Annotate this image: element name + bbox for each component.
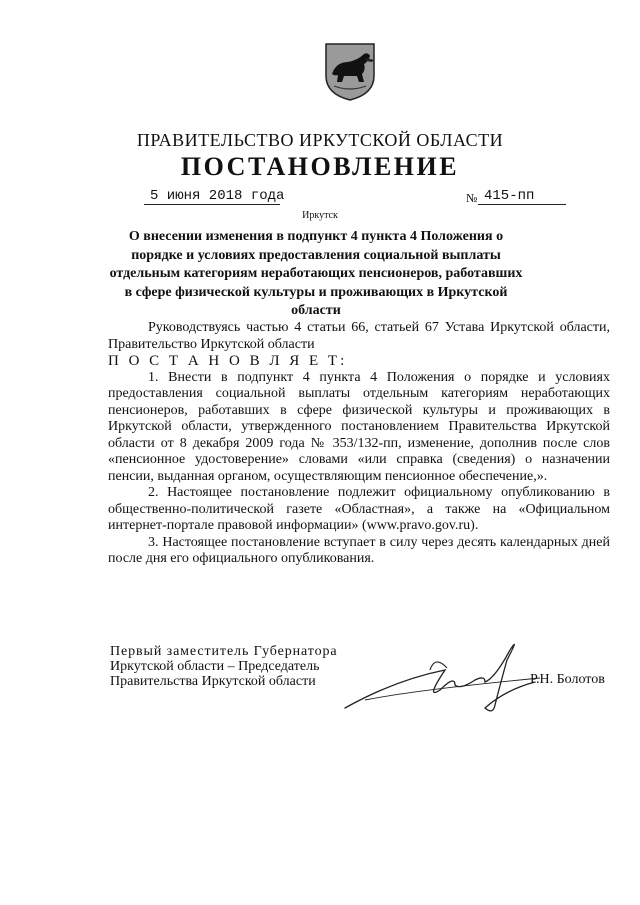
document-title: О внесении изменения в подпункт 4 пункта 4 Положения о порядке и условиях предоставления социальной выплаты отдельным категориям неработающих пенсионеров, работавших в сфере физической культуры и проживающих в Иркутской области xyxy=(109,229,523,318)
coat-of-arms-icon xyxy=(322,40,378,102)
city: Иркутск xyxy=(302,210,338,221)
number-label: № xyxy=(466,191,478,205)
paragraph-3: 3. Настоящее постановление вступает в силу через десять календарных дней после дня его официального опубликования. xyxy=(108,534,610,566)
date-underline xyxy=(144,204,280,205)
signatory-line-1: Первый заместитель Губернатора xyxy=(110,644,338,659)
signatory-line-3: Правительства Иркутской области xyxy=(110,674,316,689)
document-type: ПОСТАНОВЛЕНИЕ xyxy=(180,152,460,181)
preamble: Руководствуясь частью 4 статьи 66, статьей 67 Устава Иркутской области, Правительство Иркутской области xyxy=(108,320,610,352)
signatory-name: Р.Н. Болотов xyxy=(530,672,605,687)
signatory-position xyxy=(110,644,338,689)
decree-word: П О С Т А Н О В Л Я Е Т: xyxy=(108,353,348,369)
paragraph-1: 1. Внести в подпункт 4 пункта 4 Положения о порядке и условиях предоставления социальной выплаты отдельным категориям неработающих пенсионеров, работавших в сфере физической культуры и проживающих в Иркутской области, утвержденного постановлением Правительства Иркутской области от 8 декабря 2009 года № 353/132-пп, изменение, дополнив после слов «пенсионное удостоверение» словами «или справка (сведения) о назначении пенсии, выданная органом, осуществляющим пенсионное обеспечение,». xyxy=(108,369,610,484)
document-body xyxy=(108,320,610,568)
organization-name: ПРАВИТЕЛЬСТВО ИРКУТСКОЙ ОБЛАСТИ xyxy=(136,130,504,150)
signatory-line-2: Иркутской области – Председатель xyxy=(110,659,320,674)
document-date: 5 июня 2018 года xyxy=(150,188,285,204)
number-underline xyxy=(478,204,566,205)
handwritten-signature xyxy=(335,630,545,720)
document-number: 415-пп xyxy=(484,188,535,204)
paragraph-2: 2. Настоящее постановление подлежит официальному опубликованию в общественно-политической газете «Областная», а также на «Официальном интернет-портале правовой информации» (www.pravo.gov.ru). xyxy=(108,485,610,533)
